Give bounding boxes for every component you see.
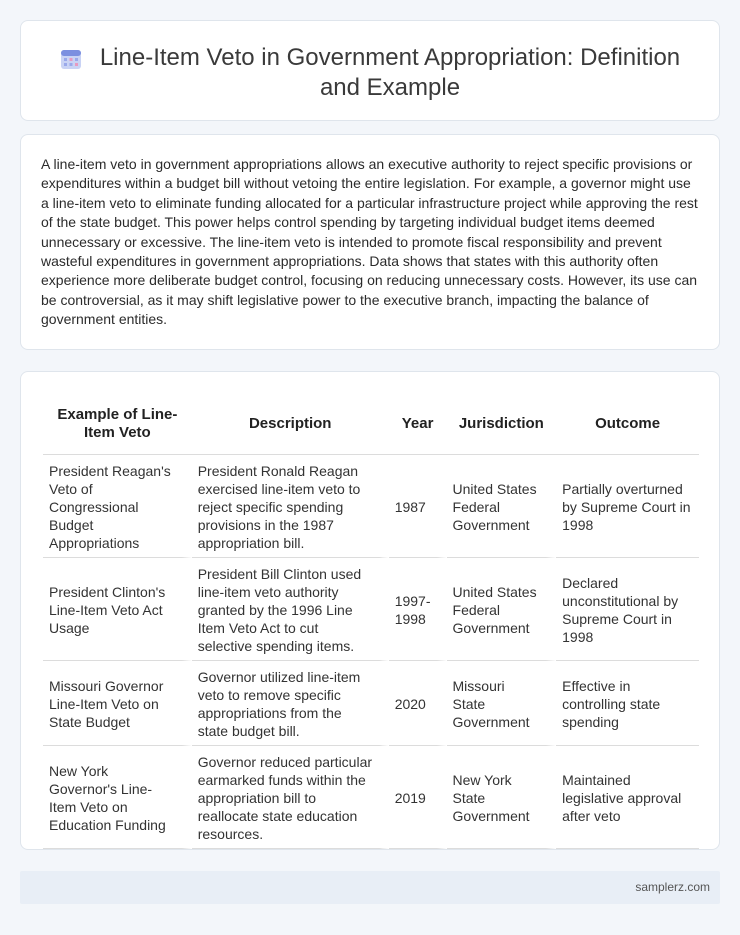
cell-example: Missouri Governor Line-Item Veto on State Budget (43, 661, 192, 746)
cell-year: 2019 (389, 746, 447, 849)
cell-description: Governor reduced particular earmarked funds within the appropriation bill to reallocate state education resources. (192, 746, 389, 849)
table-header-row (43, 393, 699, 455)
cell-example: New York Governor's Line-Item Veto on Education Funding (43, 746, 192, 849)
cell-year: 1997-1998 (389, 558, 447, 661)
footer-site-link[interactable]: samplerz.com (635, 880, 710, 894)
table-row (43, 558, 699, 661)
cell-description: President Ronald Reagan exercised line-item veto to reject specific spending provisions in the 1987 appropriation bill. (192, 455, 389, 558)
page-title: Line-Item Veto in Government Appropriation: Definition and Example (99, 44, 681, 101)
cell-outcome: Declared unconstitutional by Supreme Court in 1998 (556, 558, 699, 661)
cell-description: Governor utilized line-item veto to remove specific appropriations from the state budget bill. (192, 661, 389, 746)
cell-outcome: Partially overturned by Supreme Court in 1998 (556, 455, 699, 558)
cell-example: President Clinton's Line-Item Veto Act Usage (43, 558, 192, 661)
cell-year: 1987 (389, 455, 447, 558)
footer-bar (20, 871, 720, 904)
cell-outcome: Maintained legislative approval after veto (556, 746, 699, 849)
cell-jurisdiction: United States Federal Government (447, 558, 557, 661)
table-card (20, 371, 720, 850)
title-card (20, 20, 720, 121)
table-row (43, 455, 699, 558)
cell-outcome: Effective in controlling state spending (556, 661, 699, 746)
column-header-example: Example of Line-Item Veto (43, 393, 192, 455)
column-header-description: Description (192, 393, 389, 455)
cell-jurisdiction: New York State Government (447, 746, 557, 849)
cell-jurisdiction: United States Federal Government (447, 455, 557, 558)
cell-example: President Reagan's Veto of Congressional Budget Appropriations (43, 455, 192, 558)
table-row (43, 661, 699, 746)
cell-year: 2020 (389, 661, 447, 746)
column-header-jurisdiction: Jurisdiction (447, 393, 557, 455)
examples-table (43, 393, 699, 849)
cell-description: President Bill Clinton used line-item veto authority granted by the 1996 Line Item Veto Act to cut selective spending items. (192, 558, 389, 661)
column-header-year: Year (389, 393, 447, 455)
column-header-outcome: Outcome (556, 393, 699, 455)
description-paragraph: A line-item veto in government appropriations allows an executive authority to reject specific provisions or expenditures within a budget bill without vetoing the entire legislation. For example, a governor might use a line-item veto to eliminate funding allocated for a particular infrastructure project while approving the rest of the state budget. This power helps control spending by targeting individual budget items deemed unnecessary or excessive. The line-item veto is intended to promote fiscal responsibility and prevent wasteful expenditures in government appropriations. Data shows that states with this authority often experience more deliberate budget control, focusing on reducing unnecessary costs. However, its use can be controversial, as it may shift legislative power to the executive branch, impacting the balance of government entities. (41, 156, 698, 328)
cell-jurisdiction: Missouri State Government (447, 661, 557, 746)
description-card (20, 134, 720, 350)
table-row (43, 746, 699, 849)
